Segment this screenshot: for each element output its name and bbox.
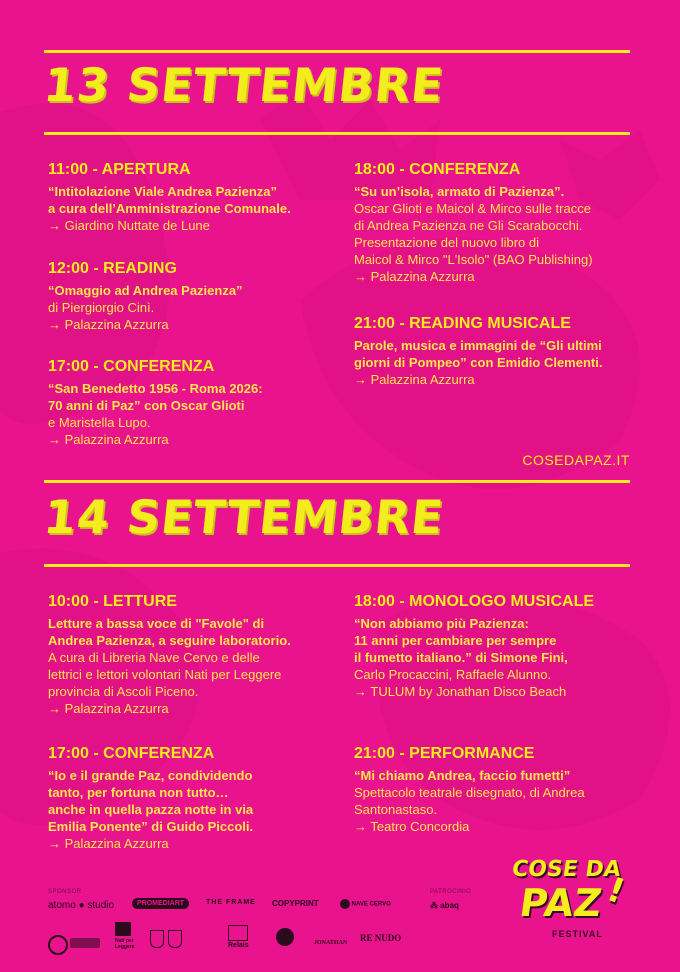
logo-line-2: PAZ — [516, 881, 605, 925]
event-desc-line: provincia di Ascoli Piceno. — [48, 684, 199, 699]
sponsor-logo-theframe: THE FRAME — [206, 899, 256, 906]
event-desc-line: Maicol & Mirco "L'Isolo" (BAO Publishing) — [354, 252, 593, 267]
event-time-title: 17:00 - CONFERENZA — [48, 358, 215, 375]
day2-top-rule — [44, 480, 630, 483]
building-icon — [228, 925, 248, 941]
sponsor-logo-relais — [228, 925, 249, 949]
day1-bottom-rule — [44, 132, 630, 135]
sponsor-logo-jonathan: JONATHAN — [314, 940, 348, 946]
event-desc-line: Presentazione del nuovo libro di — [354, 235, 540, 250]
sponsor-name: Relais — [228, 942, 249, 949]
event-desc-line: A cura di Libreria Nave Cervo e delle — [48, 650, 260, 665]
dot-icon: ● — [78, 900, 85, 911]
sponsor-logo-navecervo — [340, 899, 391, 909]
event-desc-line: Letture a bassa voce di "Favole" di — [48, 616, 265, 631]
logo-line-1: COSE DA — [510, 857, 623, 882]
event-location: → Palazzina Azzurra — [48, 701, 169, 716]
sponsor-logo-copyprint: COPYPRINT — [272, 899, 319, 908]
crest-logo-icon — [150, 930, 164, 948]
day1-event-5 — [354, 314, 654, 388]
seal-logo-icon — [48, 935, 68, 955]
event-desc-line: il fumetto italiano.” di Simone Fini, — [354, 650, 568, 665]
day2-event-2 — [354, 592, 654, 700]
sponsor-logo-nati-per-leggere — [115, 922, 137, 950]
event-desc-line: “Intitolazione Viale Andrea Pazienza” — [48, 184, 278, 199]
event-location: → Teatro Concordia — [354, 819, 470, 834]
event-desc-line: Carlo Procaccini, Raffaele Alunno. — [354, 667, 552, 682]
sponsor-logo-atomo — [48, 900, 114, 911]
sponsor-name: abaq — [440, 901, 459, 910]
logo-subtitle: FESTIVAL — [552, 929, 603, 939]
event-desc-line: “Mi chiamo Andrea, faccio fumetti” — [354, 768, 571, 783]
event-desc-line: “Omaggio ad Andrea Pazienza” — [48, 283, 243, 298]
dots-logo-icon: ⁂ — [430, 901, 438, 910]
day1-event-1 — [48, 160, 348, 234]
sponsor-logo-renudo: RE NUDO — [360, 933, 402, 943]
patrocinio-label: PATROCINIO — [430, 889, 472, 895]
sponsor-name: NAVE CERVO — [351, 901, 391, 908]
event-desc-line: di Andrea Pazienza ne Gli Scarabocchi. — [354, 218, 583, 233]
event-location: → TULUM by Jonathan Disco Beach — [354, 684, 567, 699]
sponsor-name: atomo — [48, 900, 76, 911]
day2-event-3 — [48, 744, 348, 852]
event-time-title: 21:00 - PERFORMANCE — [354, 745, 535, 762]
event-desc-line: Emilia Ponente” di Guido Piccoli. — [48, 819, 254, 834]
round-logo-icon — [276, 928, 294, 946]
event-desc-line: giorni di Pompeo” con Emidio Clementi. — [354, 355, 603, 370]
event-desc-line: 11 anni per cambiare per sempre — [354, 633, 557, 648]
event-location: → Palazzina Azzurra — [48, 432, 169, 447]
exclamation-icon: ! — [601, 869, 630, 913]
event-desc-line: Santonastaso. — [354, 802, 438, 817]
event-time-title: 10:00 - LETTURE — [48, 593, 177, 610]
event-desc-line: a cura dell’Amministrazione Comunale. — [48, 201, 291, 216]
event-time-title: 12:00 - READING — [48, 260, 177, 277]
event-desc-line: Parole, musica e immagini de “Gli ultimi — [354, 338, 602, 353]
event-desc-line: “Non abbiamo più Pazienza: — [354, 616, 529, 631]
event-location: → Giardino Nuttate de Lune — [48, 218, 210, 233]
event-location: → Palazzina Azzurra — [48, 836, 169, 851]
event-desc-line: anche in quella pazza notte in via — [48, 802, 254, 817]
crest-logo-icon — [168, 930, 182, 948]
event-time-title: 21:00 - READING MUSICALE — [354, 315, 571, 332]
event-desc-line: Oscar Glioti e Maicol & Mirco sulle tracce — [354, 201, 591, 216]
cose-da-paz-logo — [510, 855, 635, 945]
sponsor-label: SPONSOR — [48, 889, 82, 895]
day1-title: 13 SETTEMBRE — [41, 58, 447, 112]
event-desc-line: tanto, per fortuna non tutto… — [48, 785, 229, 800]
event-desc-line: di Piergiorgio Cinì. — [48, 300, 155, 315]
event-time-title: 11:00 - APERTURA — [48, 161, 191, 178]
event-desc-line: lettrici e lettori volontari Nati per Leggere — [48, 667, 282, 682]
day2-title: 14 SETTEMBRE — [41, 490, 447, 544]
day2-event-1 — [48, 592, 348, 717]
event-desc-line: Andrea Pazienza, a seguire laboratorio. — [48, 633, 291, 648]
day1-event-3 — [48, 357, 348, 448]
day1-event-2 — [48, 259, 348, 333]
sponsor-logo-promediart: PROMEDIART — [132, 898, 189, 909]
sponsor-logo-abaq — [430, 901, 459, 910]
event-desc-line: Spettacolo teatrale disegnato, di Andrea — [354, 785, 585, 800]
event-time-title: 18:00 - CONFERENZA — [354, 161, 521, 178]
book-icon — [115, 922, 131, 936]
event-desc-line: “San Benedetto 1956 - Roma 2026: — [48, 381, 263, 396]
day2-event-4 — [354, 744, 654, 835]
sponsor-name: Nati per Leggere — [115, 938, 135, 950]
event-desc-line: “Su un’isola, armato di Pazienza”. — [354, 184, 565, 199]
event-time-title: 17:00 - CONFERENZA — [48, 745, 215, 762]
institution-text-block — [70, 938, 100, 948]
day1-event-4 — [354, 160, 654, 285]
event-desc-line: 70 anni di Paz” con Oscar Glioti — [48, 398, 245, 413]
event-location: → Palazzina Azzurra — [354, 269, 475, 284]
day2-bottom-rule — [44, 564, 630, 567]
event-time-title: 18:00 - MONOLOGO MUSICALE — [354, 593, 595, 610]
circle-logo-icon — [340, 899, 350, 909]
website-link[interactable]: COSEDAPAZ.IT — [522, 452, 630, 468]
event-desc-line: “Io e il grande Paz, condividendo — [48, 768, 253, 783]
event-location: → Palazzina Azzurra — [354, 372, 475, 387]
event-desc-line: e Maristella Lupo. — [48, 415, 151, 430]
sponsor-name: studio — [87, 900, 115, 911]
top-rule — [44, 50, 630, 53]
event-location: → Palazzina Azzurra — [48, 317, 169, 332]
